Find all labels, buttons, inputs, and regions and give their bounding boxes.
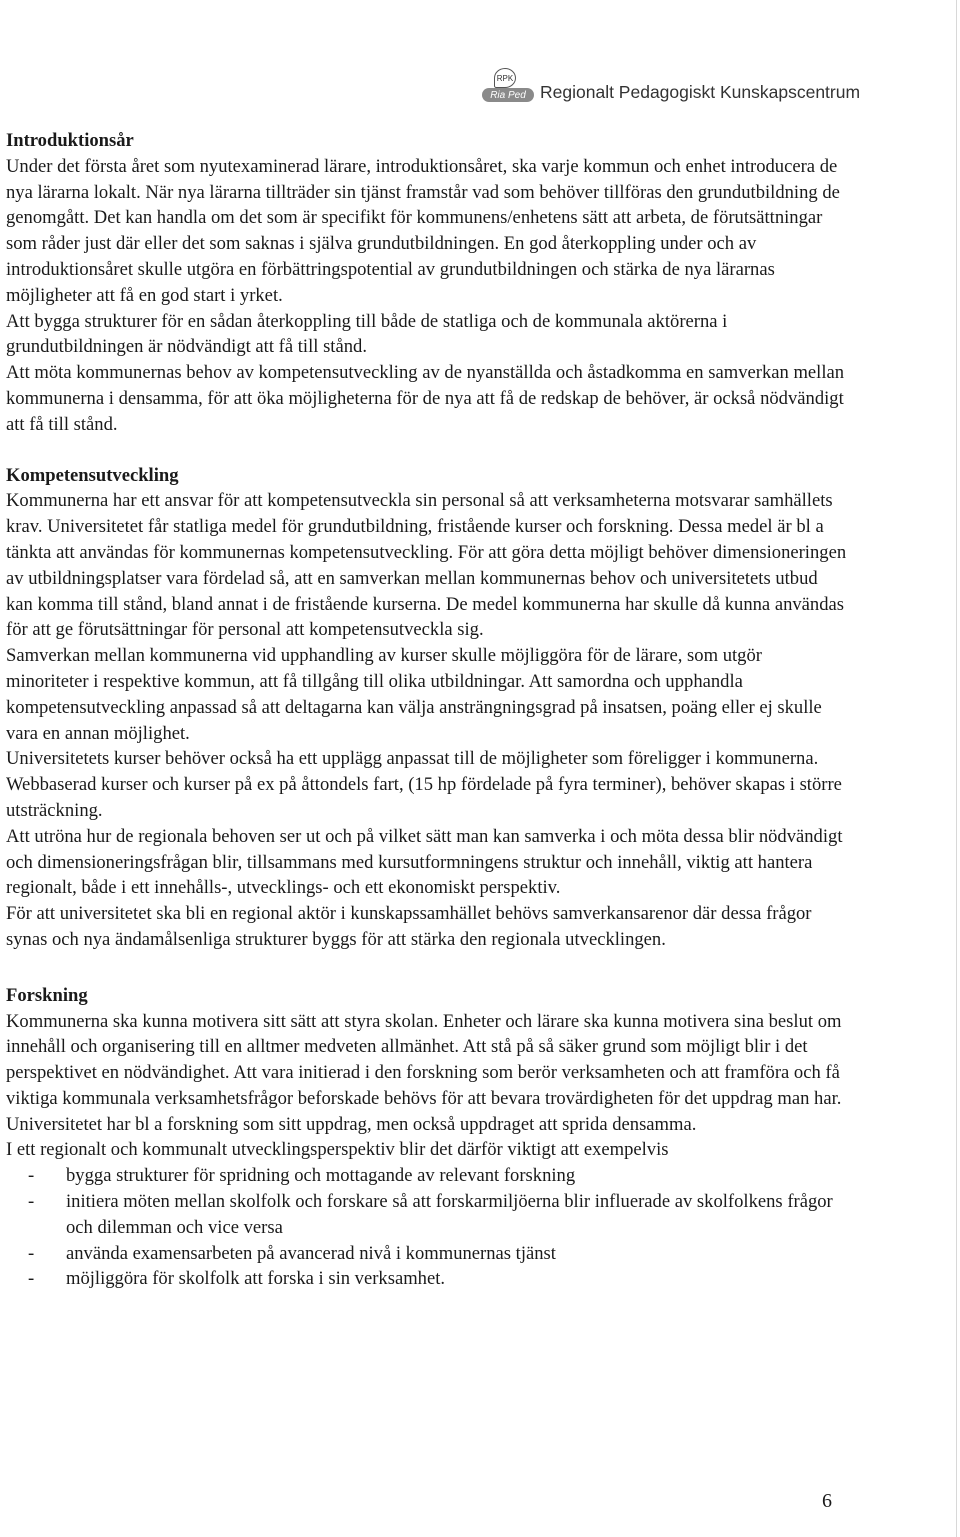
list-item: - bygga strukturer för spridning och mottagande av relevant forskning xyxy=(6,1163,848,1189)
section-heading: Kompetensutveckling xyxy=(6,464,179,486)
page-edge-line xyxy=(956,0,957,1537)
dash-list xyxy=(6,1163,848,1292)
logo-badge: Ria Ped xyxy=(482,88,534,102)
organization-logo xyxy=(482,68,534,104)
paragraph: Att utröna hur de regionala behoven ser ut och på vilket sätt man kan samverka i och möta dessa blir nödvändigt och dimensioneringsfrågan blir, tillsammans med kursutformningens struktur och innehåll, viktig att hantera regionalt, både i ett innehålls-, utvecklings- och ett ekonomiskt perspektiv. xyxy=(6,825,843,899)
paragraph: Kommunerna har ett ansvar för att kompetensutveckla sin personal så att verksamheterna motsvarar samhällets krav. Universitetet får statliga medel för grundutbildning, fristående kurser och forskning. Dessa medel är bl a tänkta att användas för kommunernas kompetensutveckling. För att göra detta möjligt behöver dimensioneringen av utbildningsplatser vara fördelad så, att en samverkan mellan kommunernas behov och universitetets utbud kan komma till stånd, bland annat i de fristående kurserna. De medel kommunerna har skulle då kunna användas för att ge förutsättningar för personal att kompetensutveckla sig. xyxy=(6,490,847,641)
section-kompetensutveckling xyxy=(6,463,848,953)
logo-speech-bubble-icon: RPK xyxy=(494,68,516,88)
paragraph: Kommunerna ska kunna motivera sitt sätt att styra skolan. Enheter och lärare ska kunna motivera sina beslut om innehåll och organisering till en alltmer medveten allmänhet. Att stå på så säker grund som möjligt blir i det perspektivet en nödvändighet. Att vara initierad i den forskning som berör verksamheten och att framföra och få viktiga kommunala verksamhetsfrågor beforskade behövs för att bevara trovärdigheten för det uppdrag man har. xyxy=(6,1010,842,1109)
paragraph: I ett regionalt och kommunalt utvecklingsperspektiv blir det därför viktigt att exempelvis xyxy=(6,1139,669,1161)
paragraph: Under det första året som nyutexaminerad lärare, introduktionsåret, ska varje kommun och enhet introducera de nya lärarna lokalt. När nya lärarna tillträder sin tjänst framstår vad som behöver tillföras den grundutbildning de genomgått. Det kan handla om det som är specifikt för kommunens/enhetens sätt att arbeta, de förutsättningar som råder just där eller det som saknas i själva grundutbildningen. En god återkoppling under och av introduktionsåret skulle utgöra en förbättringspotential av grundutbildningen och stärka de nya lärarnas möjligheter att få en god start i yrket. xyxy=(6,155,840,306)
paragraph: Universitetet har bl a forskning som sitt uppdrag, men också uppdraget att sprida densamma. xyxy=(6,1113,697,1135)
document-body xyxy=(6,128,848,1292)
paragraph: Att bygga strukturer för en sådan återkoppling till både de statliga och de kommunala aktörerna i grundutbildningen är nödvändigt att få till stånd. xyxy=(6,310,728,358)
section-heading: Forskning xyxy=(6,984,88,1006)
section-introduktionsar xyxy=(6,128,848,438)
list-item: - möjliggöra för skolfolk att forska i sin verksamhet. xyxy=(6,1266,848,1292)
page-number: 6 xyxy=(822,1490,832,1512)
list-item: - initiera möten mellan skolfolk och forskare så att forskarmiljöerna blir influerade av skolfolkens frågor och dilemman och vice versa xyxy=(6,1189,848,1241)
page-header xyxy=(482,68,942,104)
paragraph: Samverkan mellan kommunerna vid upphandling av kurser skulle möjliggöra för de lärare, som utgör minoriteter i respektive kommun, att få tillgång till olika utbildningar. Att samordna och upphandla kompetensutveckling anpassad så att deltagarna kan välja ansträngningsgrad på insatsen, poäng eller ej skulle vara en annan möjlighet. xyxy=(6,645,822,744)
paragraph: Att möta kommunernas behov av kompetensutveckling av de nyanställda och åstadkomma en samverkan mellan kommunerna i densamma, för att öka möjligheterna för de nya att få de redskap de behöver, är också nödvändigt att få till stånd. xyxy=(6,362,845,435)
section-heading: Introduktionsår xyxy=(6,130,134,151)
organization-name: Regionalt Pedagogiskt Kunskapscentrum xyxy=(540,81,861,102)
paragraph: För att universitetet ska bli en regional aktör i kunskapssamhället behövs samverkansarenor där dessa frågor synas och nya ändamålsenliga strukturer byggs för att stärka den regionala utvecklingen. xyxy=(6,903,812,950)
list-item: - använda examensarbeten på avancerad nivå i kommunernas tjänst xyxy=(6,1241,848,1267)
section-forskning xyxy=(6,983,848,1293)
paragraph: Universitetets kurser behöver också ha ett upplägg anpassat till de möjligheter som föreligger i kommunerna. Webbaserad kurser och kurser på ex på åttondels fart, (15 hp fördelade på fyra terminer), behöver skapas i större utsträckning. xyxy=(6,748,842,821)
